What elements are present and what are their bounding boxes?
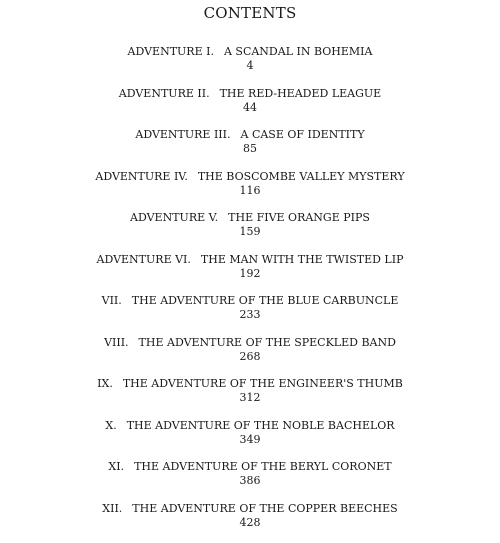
toc-entry-label[interactable] [0, 211, 500, 225]
toc-entry-page: 349 [0, 433, 500, 447]
toc-entry-page: 192 [0, 267, 500, 281]
toc-entry-label[interactable] [0, 419, 500, 433]
toc-entry-title: THE ADVENTURE OF THE BLUE CARBUNCLE [132, 294, 399, 307]
toc-entry[interactable] [0, 128, 500, 170]
toc-entry-title: A SCANDAL IN BOHEMIA [224, 45, 372, 58]
toc-entry[interactable] [0, 253, 500, 295]
toc-entry-label[interactable] [0, 128, 500, 142]
toc-entry-title: THE ADVENTURE OF THE NOBLE BACHELOR [127, 419, 395, 432]
toc-entry-title: THE ADVENTURE OF THE BERYL CORONET [134, 460, 392, 473]
toc-entry-number: XII. [102, 502, 122, 515]
toc-entry-number: ADVENTURE III. [135, 128, 230, 141]
toc-entry-page: 268 [0, 350, 500, 364]
toc-entry-title: THE ADVENTURE OF THE ENGINEER'S THUMB [123, 377, 403, 390]
toc-entry-page: 312 [0, 391, 500, 405]
toc-entry-number: ADVENTURE V. [130, 211, 218, 224]
toc-entry-page: 85 [0, 142, 500, 156]
toc-entry[interactable] [0, 87, 500, 129]
toc-entry-label[interactable] [0, 377, 500, 391]
toc-entry-number: ADVENTURE II. [119, 87, 210, 100]
toc-entry-label[interactable] [0, 460, 500, 474]
toc-entry[interactable] [0, 211, 500, 253]
toc-entry-number: ADVENTURE IV. [95, 170, 187, 183]
toc-entry[interactable] [0, 460, 500, 502]
toc-entry-page: 4 [0, 59, 500, 73]
toc-entry[interactable] [0, 294, 500, 336]
toc-entry-page: 159 [0, 225, 500, 239]
toc-entry-label[interactable] [0, 87, 500, 101]
table-of-contents [0, 45, 500, 543]
toc-entry-number: ADVENTURE VI. [97, 253, 191, 266]
toc-entry-page: 428 [0, 516, 500, 530]
page-title: CONTENTS [0, 4, 500, 22]
toc-entry-page: 44 [0, 101, 500, 115]
toc-entry-title: THE MAN WITH THE TWISTED LIP [201, 253, 404, 266]
toc-entry-title: THE RED-HEADED LEAGUE [220, 87, 382, 100]
toc-entry-page: 386 [0, 474, 500, 488]
toc-entry-title: THE ADVENTURE OF THE SPECKLED BAND [139, 336, 396, 349]
toc-entry-number: VII. [102, 294, 122, 307]
toc-entry-title: THE FIVE ORANGE PIPS [228, 211, 370, 224]
toc-entry[interactable] [0, 377, 500, 419]
toc-entry-title: THE ADVENTURE OF THE COPPER BEECHES [132, 502, 397, 515]
toc-entry-label[interactable] [0, 45, 500, 59]
toc-entry-label[interactable] [0, 253, 500, 267]
toc-entry-number: ADVENTURE I. [128, 45, 214, 58]
toc-entry[interactable] [0, 45, 500, 87]
toc-entry-label[interactable] [0, 170, 500, 184]
toc-entry-number: VIII. [104, 336, 128, 349]
toc-entry[interactable] [0, 336, 500, 378]
toc-entry-title: A CASE OF IDENTITY [241, 128, 365, 141]
toc-entry-number: XI. [108, 460, 124, 473]
toc-entry-page: 233 [0, 308, 500, 322]
toc-entry-page: 116 [0, 184, 500, 198]
toc-entry-number: X. [105, 419, 116, 432]
toc-entry-number: IX. [97, 377, 113, 390]
toc-entry[interactable] [0, 170, 500, 212]
toc-entry-label[interactable] [0, 336, 500, 350]
toc-entry[interactable] [0, 419, 500, 461]
toc-entry-label[interactable] [0, 502, 500, 516]
toc-entry-label[interactable] [0, 294, 500, 308]
toc-entry[interactable] [0, 502, 500, 543]
toc-entry-title: THE BOSCOMBE VALLEY MYSTERY [198, 170, 405, 183]
